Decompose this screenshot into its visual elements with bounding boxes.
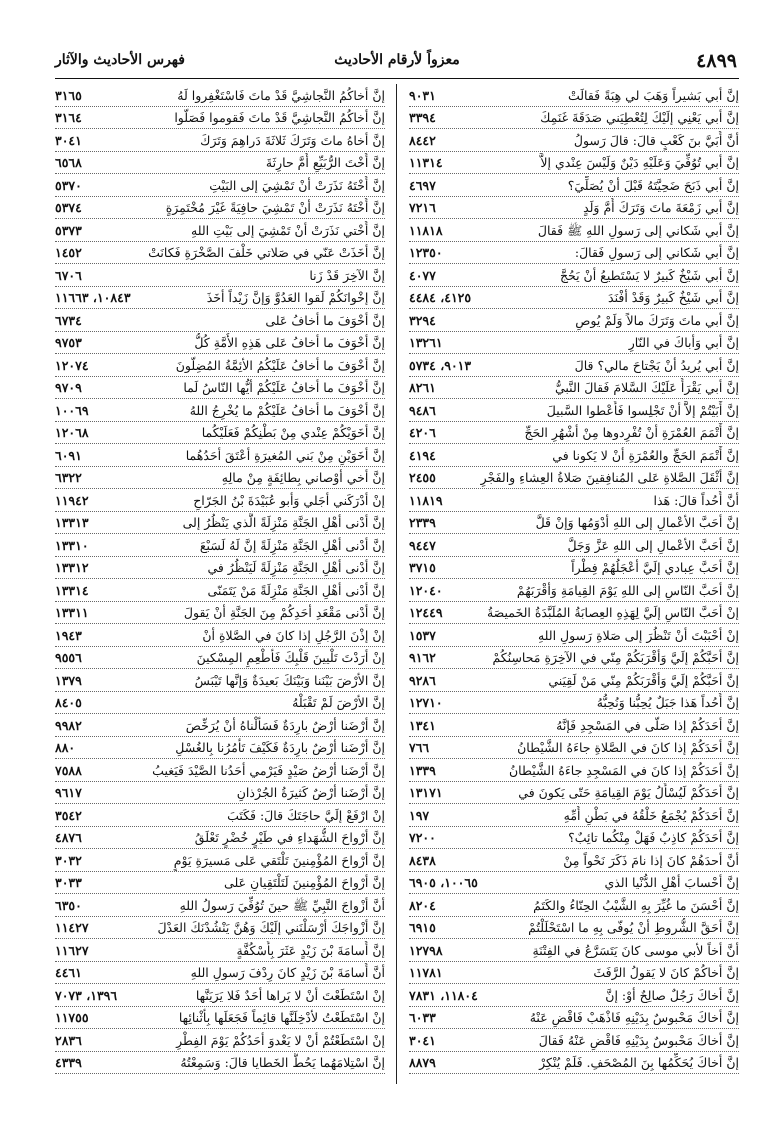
index-entry [409,377,739,400]
hadith-number: ١٩٧ [409,807,430,823]
hadith-incipit: إنَّ أزْواجَكَ أرْسَلْنَني إلَيْكَ وَهُنَّ يَنْشُدْنَكَ العَدْلَ [157,920,385,935]
hadith-number: ١٢٤٤٩ [409,605,443,620]
hadith-incipit: إنَّ أخَذَتْ عَنّي في صَلاتي خَلْفَ الصَّخْرَةِ فَكانَتْ [148,245,385,260]
index-entry [55,759,385,782]
hadith-number: ٧٦٦ [409,740,430,755]
hadith-incipit: إنَّ الآخِرَ قَدْ زَنا [309,267,385,283]
hadith-incipit: إنْ أرَدْتَ تَلْيينَ قَلْبِكَ فَأطْعِمِ المِسْكينَ [196,650,385,665]
index-entry [409,984,739,1007]
hadith-number: ١٢٣٥٠ [409,245,443,260]
hadith-incipit: إنَّ أَبَيْتُمْ إلاَّ أنْ تَجْلِسوا فَأَعْطوا السَّبيلَ [546,402,739,418]
hadith-incipit: إنَّ أحَبَّكُمْ إلَيَّ وَأقْرَبَكُمْ مِنّي في الآخِرَةِ مَحاسِنُكُمْ [492,650,739,665]
hadith-incipit: إنَّ أُخْتي نَذَرَتْ أنْ تَمْشِيَ إلى بَيْتِ اللهِ [191,222,385,238]
hadith-incipit: أنَّ أزْواجَ النَّبِيِّ ﷺ حينَ تُوُفِّيَ رَسولُ اللهِ [179,897,385,913]
hadith-incipit: إنَّ أخاكُمْ كانَ لا يَقولُ الرَّفَثَ [593,965,739,980]
index-entry [409,849,739,872]
hadith-incipit: إنَّ أبي ذَبَحَ ضَحِيَّتَهُ قَبْلَ أنْ يُصَلِّيَ؟ [567,177,739,193]
hadith-number: ٣٠٤١ [409,1032,436,1048]
hadith-number: ٣١٦٤ [55,110,82,125]
hadith-incipit: إنَّ أخَوَيْكُمْ عِنْدي مِنْ بَطْنِكُمْ فَعَلَيْكُما [201,425,385,440]
index-entry [409,174,739,197]
hadith-incipit: إنَّ أخاكَ مَحْبوسٌ بِدَيْنِهِ فَاذْهَبْ فَاقْضِ عَنْهُ [529,1010,739,1025]
hadith-number: ٩٥٥٦ [55,650,82,665]
index-entry [55,129,385,152]
index-entry [409,512,739,535]
index-entry [409,579,739,602]
hadith-incipit: أنَّ أحدَهُمْ كانَ إذا نامَ ذَكَرَ نَحْواً مِنْ [563,852,739,868]
hadith-number: ٨٨٧٩ [409,1055,436,1070]
hadith-incipit: إنَّ أدْنى أهْلِ الجَنَّةِ مَنْزِلَةً إنَّ لَهُ لَسَبْعَ [199,537,385,553]
index-entry [409,242,739,265]
index-entry [55,197,385,220]
hadith-number: ٢٨٣٦ [55,1032,82,1048]
hadith-incipit: إنَّ أرْواحَ المُؤْمِنينَ تَلْتَقي عَلى مَسيرَةِ يَوْمٍ [173,852,385,868]
hadith-incipit: إنَّ أحَدَكُمْ إذا كانَ في المَسْجِدِ جاءَهُ الشَّيْطانُ [508,762,739,778]
hadith-incipit: إنَّ أرْضَنا أرْضٌ كَثيرَةُ الجُرْذانِ [236,785,385,800]
hadith-incipit: إنَّ أدْنى أهْلِ الجَنَّةِ مَنْزِلَةً مَنْ يَتَمَنّى [207,582,385,598]
index-entry [55,174,385,197]
hadith-number: ١٣٤١ [409,717,436,733]
hadith-number: ٦٣٥٠ [55,897,82,913]
index-entry [55,1007,385,1030]
index-entry [409,872,739,895]
hadith-incipit: إنَّ أَتْمَمَ العُمْرَةِ أنْ تُفْرِدوها مِنْ أشْهُرِ الحَجِّ [524,425,739,440]
hadith-number: ٢٤٥٥ [409,470,436,485]
hadith-number: ١٣٣١٠ [55,537,89,553]
hadith-number: ٨٤٣٨ [409,852,436,868]
index-entry [55,489,385,512]
hadith-incipit: أنَّ أُحُداً قالَ: هَذا [653,492,739,508]
index-entry [55,917,385,940]
hadith-number: ٩٢٨٦ [409,672,436,688]
hadith-incipit: إنَّ أخاكَ مَحْبوسٌ بِدَيْنِهِ فَاقْضِ عَنْهُ فَقالَ [538,1032,739,1048]
index-entry [409,309,739,332]
hadith-number: ٤٢٠٦ [409,425,436,440]
index-entry [409,557,739,580]
hadith-incipit: إنَّ أخَوَيْنِ مِنْ بَني المُغيرَةِ أعْتَقَ أحَدُهُما [185,447,385,463]
hadith-incipit: إنَّ أحَدَكُمْ إذا كانَ في الصَّلاةِ جاءَهُ الشَّيْطانُ [517,740,739,755]
hadith-number: ٩٠١٣، ٥٧٣٤ [409,357,472,373]
hadith-number: ١٣٩٦، ٧٠٧٣ [55,987,118,1003]
hadith-number: ١١٦٢٧ [55,942,89,958]
index-entry [55,827,385,850]
hadith-number: ٣٥٤٢ [55,807,82,823]
hadith-number: ٣٠٣٣ [55,875,82,890]
index-entry [409,759,739,782]
index-entry [55,872,385,895]
index-entry [409,129,739,152]
hadith-incipit: إنَّ أخاكَ يُحَكِّمُها بِنَ المُصْحَفِ. فَلَمْ يُنْكِرْ [539,1055,739,1070]
index-entry [55,152,385,175]
hadith-number: ٤٦٩٧ [409,177,436,193]
hadith-number: ٩٤٤٧ [409,537,436,553]
index-entry [55,399,385,422]
hadith-number: ١١٨١٩ [409,492,443,508]
hadith-number: ١١٨١٨ [409,222,443,238]
index-entry [409,782,739,805]
hadith-number: ١٥٣٧ [409,627,436,643]
index-entry [55,894,385,917]
index-entry [409,152,739,175]
index-entry [55,737,385,760]
hadith-number: ٨٨٠ [55,740,76,755]
hadith-incipit: إنَّ أبي تُوُفِّيَ وَعَلَيْهِ دَيْنٌ وَلَيْسَ عِنْدي إلاَّ [540,155,739,170]
hadith-incipit: إنْ اسْتَطَعْتُمْ أنْ لا يَغْدوَ أحَدُكُمْ يَوْمَ الفِطْرِ [176,1032,385,1048]
hadith-incipit: إنْ أحْبَبْتَ أنْ تَنْظُرَ إلى صَلاةِ رَسولِ اللهِ [537,627,739,643]
hadith-number: ١١٨٠٤، ٧٨٣١ [409,987,478,1003]
hadith-number: ١٤٥٢ [55,245,82,260]
right-column [409,84,739,1074]
index-entry [409,84,739,107]
hadith-number: ٥٣٧٠ [55,177,82,193]
index-entry [409,534,739,557]
left-column [55,84,385,1074]
hadith-number: ١٣٢٦١ [409,335,443,350]
hadith-incipit: إنَّ أحْسابَ أهْلِ الدُّنْيا الذي [604,875,739,890]
hadith-number: ٩٩٨٢ [55,717,82,733]
hadith-number: ١٢٠٤٠ [409,582,443,598]
hadith-number: ٤٣٣٩ [55,1055,82,1070]
hadith-number: ٤١٩٤ [409,447,436,463]
hadith-number: ٩٧٠٩ [55,380,82,395]
hadith-incipit: إنَّ أرْواحَ المُؤْمِنينَ لَتَلْتَقِيانِ عَلى [224,875,385,890]
index-entry [55,624,385,647]
hadith-number: ١٢٧٩٨ [409,942,443,958]
hadith-incipit: إنَّ اسْتِلامَهُما يَحُطُّ الخَطايا قالَ: وَسَمِعْتُهُ [180,1055,385,1070]
hadith-number: ١٠٠٦٥، ٦٩٠٥ [409,875,478,890]
index-entry [55,939,385,962]
header-left-title: فهرس الأحاديث والآثار [55,52,185,68]
index-entry [55,602,385,625]
hadith-incipit: إنْ اسْتَطَعْتَ أنْ لا يَراها أحَدٌ فَلا يَرَيَنَّها [195,987,385,1003]
hadith-incipit: إنَّ أحْسَنَ ما غُيِّرَ بِهِ الشَّيْبُ الحِنّاءُ والكَتَمُ [533,897,739,913]
hadith-number: ١٣٣٩ [409,762,436,778]
index-entry [55,579,385,602]
hadith-incipit: إنَّ أحَبَّ عِبادي إلَيَّ أعْجَلُهُمْ فِطْراً [571,560,739,575]
hadith-incipit: إنَّ أحَبَّ الأعْمالِ إلى اللهِ عَزَّ وَجَلَّ [567,537,739,553]
hadith-incipit: إنَّ أدْنى أهْلِ الجَنَّةِ مَنْزِلَةً لَيَنْظُرُ في [207,560,385,575]
index-entry [409,467,739,490]
index-entry [409,602,739,625]
hadith-number: ٧٥٨٨ [55,762,82,778]
hadith-incipit: إنَّ أرْضَنا أرْضٌ بارِدَةٌ فَكَيْفَ تَأْمُرُنا بِالغُسْلِ [175,740,385,755]
hadith-number: ٣١٦٥ [55,87,82,103]
hadith-incipit: إنَّ أخاكَ رَجُلٌ صالِحٌ أوْ: إنَّ [605,987,739,1003]
hadith-number: ٦٠٣٣ [409,1010,436,1025]
hadith-number: ٦٧٣٤ [55,312,82,328]
hadith-incipit: إنَّ أخاكُمُ النَّجاشِيَّ قَدْ ماتَ فَاسْتَغْفِروا لَهُ [177,87,385,103]
hadith-number: ٣٧١٥ [409,560,436,575]
hadith-incipit: إنَّ أبي بَشيراً وَهَبَ لي هِبَةً فَقالَتْ [567,87,739,103]
hadith-incipit: إنْ أدْرَكَني أجَلي وَأبو عُبَيْدَةَ بْنُ الجَرّاحِ [193,492,385,508]
column-divider [396,84,397,1084]
hadith-incipit: إنْ إذْنَ الرَّجُلِ إذا كانَ في الصَّلاةِ أنْ [202,627,385,643]
hadith-number: ٦٠٩١ [55,447,82,463]
index-entry [55,512,385,535]
hadith-incipit: إنَّ أحَبَّكُمْ إلَيَّ وَأقْرَبَكُمْ مِنّي مَنْ لَقِيَني [548,672,739,688]
hadith-incipit: إنَّ أبي شَكاني إلى رَسولِ فَقالَ: [574,245,739,260]
hadith-number: ٤١٢٥، ٤٤٨٤ [409,290,472,305]
hadith-incipit: إنَّ أبي شَكاني إلى رَسولِ اللهِ ﷺ فَقالَ [537,222,739,238]
index-entry [55,467,385,490]
index-entry [55,287,385,310]
hadith-incipit: إنَّ أبي يَقْرَأُ عَلَيْكَ السَّلامَ فَقالَ النَّبيُّ [554,380,739,395]
hadith-incipit: إنَّ أخْوَفَ ما أخافُ عَلَيْكُمْ أيُّها النّاسُ لَما [183,380,385,395]
hadith-number: ٨٢٠٤ [409,897,436,913]
hadith-incipit: أنَّ أُسامَةَ بْنَ زَيْدٍ كانَ رِدْفَ رَسولِ اللهِ [190,965,385,980]
hadith-number: ١٢٧١٠ [409,695,443,710]
hadith-incipit: إنَّ أخْوَفَ ما أخافُ عَلى [265,312,385,328]
hadith-number: ١٢٠٧٤ [55,357,89,373]
hadith-incipit: إنَّ أبي شَيْخٌ كَبيرٌ وَقَدْ أفْنَدَ [608,290,739,305]
hadith-number: ٤٨٧٦ [55,830,82,845]
index-entry [409,714,739,737]
index-entry [409,444,739,467]
hadith-incipit: إنَّ أبي يُريدُ أنْ يَجْتاحَ مالي؟ قالَ [574,357,739,373]
hadith-number: ٩٤٨٦ [409,402,436,418]
hadith-incipit: إنَّ أحَدَكُمْ إذا صَلّى في المَسْجِدِ فَإنَّهُ [556,717,739,733]
hadith-number: ٧٢١٦ [409,200,436,215]
hadith-number: ٩٦١٧ [55,785,82,800]
hadith-incipit: إنْ أحَبَّ النّاسِ إلَيَّ لِهَذِهِ العِصابَةُ المُلَبَّدَةُ الخَميصَةُ [486,605,739,620]
hadith-incipit: إنْ ارْفَعْ إلَيَّ حاجَتَكَ قالَ: فَكَتَبَ [227,807,385,823]
hadith-incipit: إنَّ أدْنى أهْلِ الجَنَّةِ مَنْزِلَةً الَّذي يَنْظُرُ إلى [182,515,385,530]
hadith-number: ١٠٠٦٩ [55,402,89,418]
hadith-number: ١١٩٤٢ [55,492,89,508]
index-entry [55,849,385,872]
hadith-number: ٩٠٣١ [409,87,436,103]
hadith-number: ١٠٨٤٣، ١١٦٦٣ [55,290,131,305]
index-entry [55,804,385,827]
hadith-incipit: أنَّ أخاً لأبي موسى كانَ يَتَسَرَّعُ في الفِتْنَةِ [532,942,739,958]
index-entry [409,647,739,670]
index-entry [409,827,739,850]
index-entry [55,354,385,377]
hadith-number: ٨٢٦١ [409,380,436,395]
hadith-number: ١١٤٢٧ [55,920,89,935]
hadith-incipit: إنَّ أحَدَكُمْ لَيُسْأَلُ يَوْمَ القِيامَةِ حَتّى يَكونَ في [518,785,739,800]
hadith-number: ٤٠٧٧ [409,267,436,283]
hadith-number: ٣٠٣٢ [55,852,82,868]
hadith-incipit: إنَّ أخْوَفَ ما أخافُ عَلَيْكُمُ الأئِمَّةُ المُضِلّونَ [175,357,385,373]
hadith-incipit: إنَّ أرْواحَ الشُّهَداءِ في طَيْرٍ خُضْرٍ تَعْلَقُ [194,830,385,845]
index-entry [409,399,739,422]
hadith-incipit: إنَّ الأرْضَ بَيْنَنا وَبَيْنَكَ بَعيدَةٌ وَإنَّها تَيْبَسُ [194,672,385,688]
index-entry [55,534,385,557]
hadith-incipit: أنَّ أُبَيَّ بنَ كَعْبٍ قالَ: قالَ رَسولُ [573,132,739,148]
index-entry [55,1029,385,1052]
hadith-incipit: إنَّ أُخْتَهُ نَذَرَتْ أنْ تَمْشِيَ حافِيَةً غَيْرَ مُخْتَمِرَةٍ [165,200,385,215]
index-entry [55,984,385,1007]
hadith-number: ٨٤٠٥ [55,695,82,710]
index-entry [409,264,739,287]
index-entry [409,332,739,355]
hadith-number: ١٣٣١٢ [55,560,89,575]
index-entry [409,219,739,242]
index-entry [409,962,739,985]
index-entry [409,1052,739,1075]
hadith-number: ٣٢٩٤ [409,312,436,328]
index-entry [409,894,739,917]
hadith-number: ٥٣٧٣ [55,222,82,238]
page-number: ٤٨٩٩ [696,50,737,72]
index-entry [409,1029,739,1052]
hadith-number: ٣٣٩٤ [409,110,436,125]
hadith-incipit: إنَّ أُحُداً هَذا جَبَلٌ يُحِبُّنا وَنُحِبُّهُ [596,695,739,710]
hadith-incipit: إنَّ أرْضَنا أرْضُ صَيْدٍ فَيَرْمي أحَدُنا الصَّيْدَ فَيَغيبُ [152,762,385,778]
hadith-incipit: إنَّ أخْوَفَ ما أخافُ عَلى هَذِهِ الأُمَّةِ كُلُّ [194,335,385,350]
hadith-number: ٥٣٧٤ [55,200,82,215]
hadith-incipit: إنَّ أُسامَةَ بْنَ زَيْدٍ عَثَرَ بِأُسْكُفَّةٍ [236,942,385,958]
index-entry [409,107,739,130]
hadith-incipit: إنَّ أبي شَيْخٌ كَبيرٌ لا يَسْتَطيعُ أنْ يَحُجَّ [559,267,739,283]
hadith-incipit: إنَّ أبي يَعْنِي إلَيْكَ لِتُعْطِيَني صَدَقَةَ غَنَمِكَ [540,110,739,125]
hadith-number: ١١٣١٤ [409,155,443,170]
hadith-incipit: إنَّ أخي أوْصاني بِطائِفَةٍ مِنْ مالِهِ [221,470,385,485]
hadith-incipit: إنَّ أحَدَكُمْ يُجْمَعُ خَلْقُهُ في بَطْنِ أُمِّهِ [563,807,739,823]
hadith-incipit: إنَّ أبي زَمْعَةَ ماتَ وَتَرَكَ أُمَّ وَلَدٍ [583,200,739,215]
hadith-incipit: إنَّ أحَدَكُمْ كاذِبٌ فَهَلْ مِنْكُما تائِبٌ؟ [568,830,739,845]
hadith-incipit: إنَّ أحَقَّ الشُّروطِ أنْ يُوفّى بِهِ ما اسْتَحْلَلْتُمْ [528,920,739,935]
index-entry [55,219,385,242]
hadith-incipit: إنْ اسْتَطَعْتُ لأدْخِلَنَّها قائِماً فَجَعَلَها بِأثْنائِها [178,1010,385,1025]
hadith-number: ٤٤٦١ [55,965,82,980]
index-entry [55,84,385,107]
hadith-incipit: إنَّ أخاكُمُ النَّجاشِيَّ قَدْ ماتَ فَقوموا فَصَلّوا [174,110,385,125]
hadith-incipit: إنَّ أرْضَنا أرْضٌ بارِدَةٌ فَسَألْناهُ أنْ يُرَخِّصَ [185,717,385,733]
index-entry [409,692,739,715]
index-entry [55,422,385,445]
hadith-number: ١٣٣١٣ [55,515,89,530]
page [55,50,739,1070]
index-entry [409,197,739,220]
hadith-incipit: إنَّ إخْوانَكُمْ لَقوا العَدُوَّ وَإنَّ زَيْداً أخَذَ [206,290,385,305]
hadith-number: ٨٤٤٢ [409,132,436,148]
hadith-number: ٦٣٢٢ [55,470,82,485]
hadith-number: ١٣٣١٤ [55,582,89,598]
index-entry [409,737,739,760]
hadith-incipit: إنَّ أخْوَفَ ما أخافُ عَلَيْكُمْ ما يُخْرِجُ اللهُ [189,402,385,418]
index-entry [55,782,385,805]
index-entry [55,107,385,130]
hadith-number: ٧٢٠٠ [409,830,436,845]
hadith-number: ١٣١٧١ [409,785,443,800]
hadith-incipit: إنَّ أُخْتَهُ نَذَرَتْ أنْ تَمْشِيَ إلى البَيْتِ [209,177,385,193]
hadith-incipit: إنَّ أحَبَّ النّاسِ إلى اللهِ يَوْمَ القِيامَةِ وَأقْرَبَهُمْ [516,582,739,598]
hadith-incipit: إنَّ أثْقَلَ الصَّلاةِ عَلى المُنافِقينَ صَلاةُ العِشاءِ والفَجْرِ [480,470,739,485]
hadith-incipit: إنَّ أُخْتَ الرُّبَيِّعِ أُمَّ حارِثَةَ [265,155,385,170]
hadith-incipit: إنَّ أبي ماتَ وَتَرَكَ مالاً وَلَمْ يُوصِ [575,312,739,328]
hadith-number: ١٩٤٣ [55,627,82,643]
hadith-incipit: إنَّ أبي وَأباكَ في النّارِ [628,335,739,350]
index-columns [55,84,739,1094]
hadith-number: ٩٧٥٣ [55,335,82,350]
index-entry [55,242,385,265]
index-entry [55,309,385,332]
header-center-title: معزواً لأرقام الأحاديث [334,52,460,68]
index-entry [409,669,739,692]
index-entry [55,669,385,692]
hadith-number: ١٣٧٩ [55,672,82,688]
hadith-number: ٢٣٣٩ [409,515,436,530]
index-entry [409,804,739,827]
index-entry [409,939,739,962]
hadith-number: ٦٩١٥ [409,920,436,935]
index-entry [409,489,739,512]
index-entry [55,377,385,400]
hadith-incipit: إنَّ أخاهُ ماتَ وَتَرَكَ ثَلاثَةَ دَراهِمَ وَتَرَكَ [200,132,385,148]
hadith-number: ٦٥٦٨ [55,155,82,170]
index-entry [55,1052,385,1075]
index-entry [55,332,385,355]
hadith-incipit: إنَّ الأرْضَ لَمْ تَقْبَلْهُ [292,695,385,710]
index-entry [55,264,385,287]
hadith-incipit: إنَّ أحَبَّ الأعْمالِ إلى اللهِ أدْوَمُها وَإنْ قَلَّ [535,515,739,530]
hadith-number: ٩١٦٢ [409,650,436,665]
index-entry [409,354,739,377]
index-entry [55,714,385,737]
index-entry [55,647,385,670]
hadith-number: ١٢٠٦٨ [55,425,89,440]
index-entry [409,1007,739,1030]
index-entry [409,287,739,310]
index-entry [55,444,385,467]
hadith-number: ٦٧٠٦ [55,267,82,283]
hadith-number: ١١٧٨١ [409,965,443,980]
hadith-number: ١١٧٥٥ [55,1010,89,1025]
index-entry [409,917,739,940]
page-header [55,50,739,79]
hadith-incipit: إنَّ أَتْمَمَ الحَجِّ والعُمْرَةِ أنْ لا يَكونا في [552,447,739,463]
hadith-number: ٣٠٤١ [55,132,82,148]
hadith-incipit: إنَّ أدْنى مَقْعَدِ أحَدِكُمْ مِنَ الجَنَّةِ أنْ يَقولَ [183,605,385,620]
index-entry [55,962,385,985]
index-entry [55,692,385,715]
index-entry [55,557,385,580]
index-entry [409,422,739,445]
hadith-number: ١٣٣١١ [55,605,89,620]
index-entry [409,624,739,647]
